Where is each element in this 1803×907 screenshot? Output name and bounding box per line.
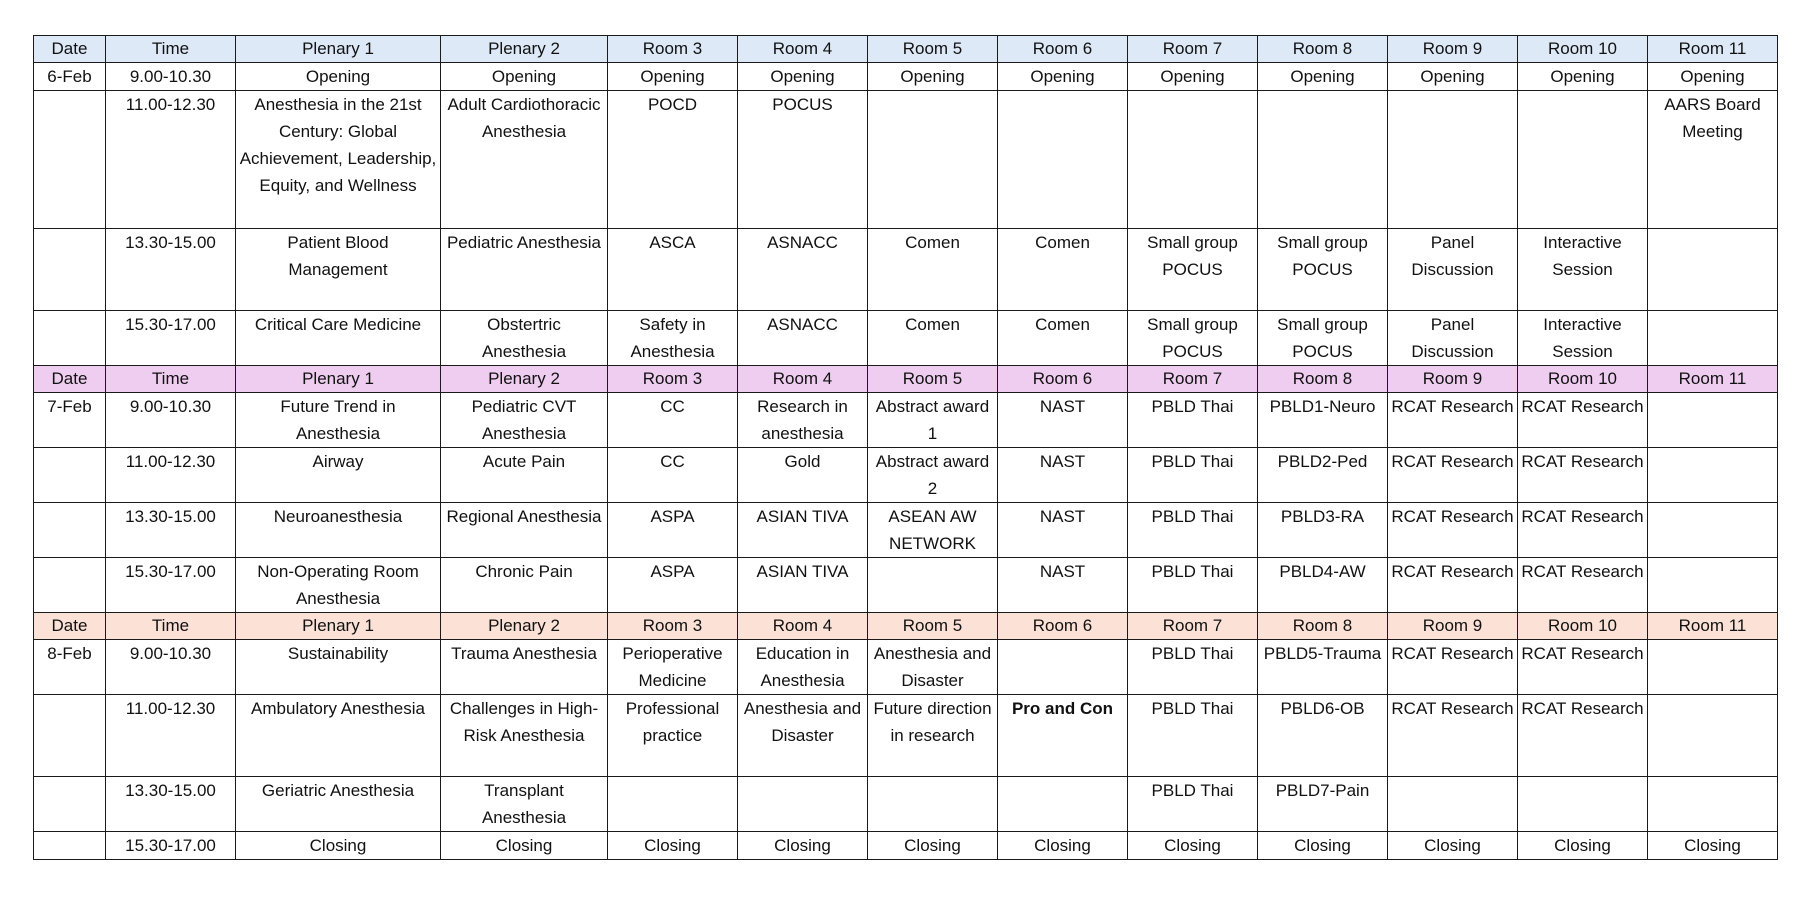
session-cell: Opening xyxy=(1388,63,1518,91)
session-cell xyxy=(738,777,868,832)
session-cell: Gold xyxy=(738,448,868,503)
session-cell: POCD xyxy=(608,91,738,229)
session-row xyxy=(34,832,1778,860)
session-cell: Closing xyxy=(608,832,738,860)
session-cell: Closing xyxy=(868,832,998,860)
date-cell: 6-Feb xyxy=(34,63,106,91)
session-cell: Closing xyxy=(1128,832,1258,860)
session-cell: RCAT Research xyxy=(1388,558,1518,613)
column-header: Room 6 xyxy=(998,613,1128,640)
session-cell: Opening xyxy=(236,63,441,91)
session-cell: Trauma Anesthesia xyxy=(441,640,608,695)
session-cell: Closing xyxy=(1518,832,1648,860)
session-cell: PBLD6-OB xyxy=(1258,695,1388,777)
session-cell: RCAT Research xyxy=(1518,558,1648,613)
session-cell: ASNACC xyxy=(738,229,868,311)
column-header: Plenary 1 xyxy=(236,36,441,63)
session-cell: PBLD4-AW xyxy=(1258,558,1388,613)
date-cell: 8-Feb xyxy=(34,640,106,695)
session-cell xyxy=(1518,777,1648,832)
session-cell: Pediatric Anesthesia xyxy=(441,229,608,311)
session-cell xyxy=(1258,91,1388,229)
column-header: Plenary 1 xyxy=(236,613,441,640)
session-cell: Comen xyxy=(998,229,1128,311)
column-header: Plenary 2 xyxy=(441,366,608,393)
session-cell: AARS Board Meeting xyxy=(1648,91,1778,229)
time-cell: 11.00-12.30 xyxy=(106,448,236,503)
session-cell: Small group POCUS xyxy=(1258,229,1388,311)
session-cell: Education in Anesthesia xyxy=(738,640,868,695)
session-cell: Interactive Session xyxy=(1518,229,1648,311)
date-cell xyxy=(34,448,106,503)
date-cell xyxy=(34,777,106,832)
session-cell: RCAT Research xyxy=(1518,503,1648,558)
column-header: Room 6 xyxy=(998,36,1128,63)
time-cell: 11.00-12.30 xyxy=(106,695,236,777)
header-row xyxy=(34,36,1778,63)
column-header: Time xyxy=(106,366,236,393)
session-cell xyxy=(1388,777,1518,832)
column-header: Plenary 2 xyxy=(441,36,608,63)
session-cell: NAST xyxy=(998,448,1128,503)
header-row xyxy=(34,613,1778,640)
column-header: Room 9 xyxy=(1388,366,1518,393)
column-header: Room 5 xyxy=(868,366,998,393)
session-cell: Sustainability xyxy=(236,640,441,695)
session-row xyxy=(34,393,1778,448)
session-cell: PBLD Thai xyxy=(1128,558,1258,613)
date-cell xyxy=(34,558,106,613)
session-cell: Airway xyxy=(236,448,441,503)
session-cell: RCAT Research xyxy=(1518,393,1648,448)
session-cell: Anesthesia and Disaster xyxy=(738,695,868,777)
conference-schedule-table xyxy=(33,35,1778,860)
session-cell xyxy=(1128,91,1258,229)
session-row xyxy=(34,558,1778,613)
session-cell: Acute Pain xyxy=(441,448,608,503)
session-cell: Abstract award 1 xyxy=(868,393,998,448)
session-row xyxy=(34,503,1778,558)
session-cell: Non-Operating Room Anesthesia xyxy=(236,558,441,613)
time-cell: 11.00-12.30 xyxy=(106,91,236,229)
session-cell: NAST xyxy=(998,393,1128,448)
session-cell: RCAT Research xyxy=(1388,393,1518,448)
session-cell: RCAT Research xyxy=(1518,695,1648,777)
session-cell: Regional Anesthesia xyxy=(441,503,608,558)
session-cell: ASIAN TIVA xyxy=(738,503,868,558)
session-cell: Opening xyxy=(1648,63,1778,91)
session-cell xyxy=(998,91,1128,229)
session-cell xyxy=(1648,777,1778,832)
column-header: Room 10 xyxy=(1518,36,1648,63)
session-cell: Closing xyxy=(998,832,1128,860)
session-cell xyxy=(1648,448,1778,503)
session-cell: Transplant Anesthesia xyxy=(441,777,608,832)
session-cell: Future Trend in Anesthesia xyxy=(236,393,441,448)
session-cell: Panel Discussion xyxy=(1388,229,1518,311)
session-cell: RCAT Research xyxy=(1388,640,1518,695)
session-cell xyxy=(1648,503,1778,558)
session-cell: Research in anesthesia xyxy=(738,393,868,448)
session-cell: Closing xyxy=(1648,832,1778,860)
session-cell: Small group POCUS xyxy=(1128,229,1258,311)
date-cell xyxy=(34,503,106,558)
time-cell: 9.00-10.30 xyxy=(106,393,236,448)
column-header: Room 8 xyxy=(1258,613,1388,640)
session-cell: PBLD7-Pain xyxy=(1258,777,1388,832)
session-cell: Ambulatory Anesthesia xyxy=(236,695,441,777)
header-row xyxy=(34,366,1778,393)
session-cell: Pediatric CVT Anesthesia xyxy=(441,393,608,448)
time-cell: 15.30-17.00 xyxy=(106,311,236,366)
session-cell: Future direction in research xyxy=(868,695,998,777)
session-cell: Opening xyxy=(1258,63,1388,91)
session-cell: ASPA xyxy=(608,558,738,613)
column-header: Room 9 xyxy=(1388,36,1518,63)
column-header: Room 4 xyxy=(738,366,868,393)
schedule-sheet xyxy=(33,35,1778,860)
session-cell: PBLD1-Neuro xyxy=(1258,393,1388,448)
session-cell: Closing xyxy=(236,832,441,860)
session-cell: Opening xyxy=(441,63,608,91)
session-cell: PBLD Thai xyxy=(1128,503,1258,558)
session-cell: NAST xyxy=(998,503,1128,558)
session-cell: Opening xyxy=(738,63,868,91)
session-row xyxy=(34,695,1778,777)
time-cell: 9.00-10.30 xyxy=(106,63,236,91)
session-cell: Opening xyxy=(1128,63,1258,91)
session-row xyxy=(34,63,1778,91)
column-header: Date xyxy=(34,613,106,640)
date-cell xyxy=(34,91,106,229)
session-cell: PBLD2-Ped xyxy=(1258,448,1388,503)
column-header: Plenary 1 xyxy=(236,366,441,393)
session-cell: RCAT Research xyxy=(1388,695,1518,777)
session-cell: Panel Discussion xyxy=(1388,311,1518,366)
session-cell xyxy=(1648,393,1778,448)
column-header: Room 6 xyxy=(998,366,1128,393)
date-cell xyxy=(34,832,106,860)
session-cell xyxy=(868,91,998,229)
session-row xyxy=(34,777,1778,832)
session-cell: RCAT Research xyxy=(1518,640,1648,695)
session-row xyxy=(34,311,1778,366)
session-cell: Anesthesia and Disaster xyxy=(868,640,998,695)
session-cell: CC xyxy=(608,448,738,503)
column-header: Room 5 xyxy=(868,36,998,63)
time-cell: 15.30-17.00 xyxy=(106,832,236,860)
column-header: Room 7 xyxy=(1128,613,1258,640)
session-cell: RCAT Research xyxy=(1388,503,1518,558)
session-cell: Opening xyxy=(998,63,1128,91)
session-cell: Closing xyxy=(1388,832,1518,860)
session-cell: Comen xyxy=(998,311,1128,366)
session-cell: Closing xyxy=(738,832,868,860)
session-cell: Adult Cardiothoracic Anesthesia xyxy=(441,91,608,229)
session-cell: ASNACC xyxy=(738,311,868,366)
date-cell xyxy=(34,229,106,311)
session-cell: Anesthesia in the 21st Century: Global Achievement, Leadership, Equity, and Wellness xyxy=(236,91,441,229)
session-cell: Neuroanesthesia xyxy=(236,503,441,558)
column-header: Room 8 xyxy=(1258,366,1388,393)
column-header: Time xyxy=(106,613,236,640)
session-cell xyxy=(868,558,998,613)
session-cell xyxy=(868,777,998,832)
session-cell: Critical Care Medicine xyxy=(236,311,441,366)
date-cell: 7-Feb xyxy=(34,393,106,448)
session-cell xyxy=(1388,91,1518,229)
session-cell: ASIAN TIVA xyxy=(738,558,868,613)
column-header: Room 5 xyxy=(868,613,998,640)
session-cell: Small group POCUS xyxy=(1258,311,1388,366)
session-row xyxy=(34,640,1778,695)
date-cell xyxy=(34,311,106,366)
session-cell: PBLD Thai xyxy=(1128,448,1258,503)
session-cell: PBLD Thai xyxy=(1128,640,1258,695)
session-cell: RCAT Research xyxy=(1388,448,1518,503)
session-cell xyxy=(998,640,1128,695)
session-cell: Small group POCUS xyxy=(1128,311,1258,366)
session-cell: ASCA xyxy=(608,229,738,311)
session-cell: Chronic Pain xyxy=(441,558,608,613)
column-header: Time xyxy=(106,36,236,63)
column-header: Room 3 xyxy=(608,366,738,393)
time-cell: 9.00-10.30 xyxy=(106,640,236,695)
session-cell: POCUS xyxy=(738,91,868,229)
session-cell: Professional practice xyxy=(608,695,738,777)
time-cell: 13.30-15.00 xyxy=(106,777,236,832)
column-header: Room 4 xyxy=(738,36,868,63)
column-header: Room 11 xyxy=(1648,366,1778,393)
time-cell: 15.30-17.00 xyxy=(106,558,236,613)
time-cell: 13.30-15.00 xyxy=(106,229,236,311)
session-cell: Interactive Session xyxy=(1518,311,1648,366)
column-header: Date xyxy=(34,36,106,63)
session-cell xyxy=(1648,558,1778,613)
session-cell xyxy=(1518,91,1648,229)
column-header: Room 4 xyxy=(738,613,868,640)
session-cell: Opening xyxy=(608,63,738,91)
session-cell: PBLD3-RA xyxy=(1258,503,1388,558)
column-header: Room 11 xyxy=(1648,36,1778,63)
session-cell: Safety in Anesthesia xyxy=(608,311,738,366)
session-cell: Opening xyxy=(868,63,998,91)
session-cell: NAST xyxy=(998,558,1128,613)
session-row xyxy=(34,91,1778,229)
column-header: Room 3 xyxy=(608,36,738,63)
session-cell: Comen xyxy=(868,311,998,366)
column-header: Date xyxy=(34,366,106,393)
session-cell: PBLD Thai xyxy=(1128,777,1258,832)
session-cell: Closing xyxy=(1258,832,1388,860)
session-cell: Obstertric Anesthesia xyxy=(441,311,608,366)
session-row xyxy=(34,448,1778,503)
column-header: Room 7 xyxy=(1128,366,1258,393)
session-cell xyxy=(1648,640,1778,695)
session-row xyxy=(34,229,1778,311)
session-cell: PBLD Thai xyxy=(1128,695,1258,777)
session-cell: Challenges in High-Risk Anesthesia xyxy=(441,695,608,777)
session-cell: RCAT Research xyxy=(1518,448,1648,503)
session-cell: Geriatric Anesthesia xyxy=(236,777,441,832)
column-header: Room 11 xyxy=(1648,613,1778,640)
session-cell: ASEAN AW NETWORK xyxy=(868,503,998,558)
session-cell: PBLD Thai xyxy=(1128,393,1258,448)
session-cell: ASPA xyxy=(608,503,738,558)
session-cell: Patient Blood Management xyxy=(236,229,441,311)
session-cell: Opening xyxy=(1518,63,1648,91)
column-header: Room 10 xyxy=(1518,366,1648,393)
session-cell xyxy=(608,777,738,832)
session-cell: CC xyxy=(608,393,738,448)
column-header: Room 8 xyxy=(1258,36,1388,63)
column-header: Plenary 2 xyxy=(441,613,608,640)
session-cell: Pro and Con xyxy=(998,695,1128,777)
column-header: Room 9 xyxy=(1388,613,1518,640)
column-header: Room 3 xyxy=(608,613,738,640)
session-cell xyxy=(1648,229,1778,311)
session-cell: Perioperative Medicine xyxy=(608,640,738,695)
session-cell: PBLD5-Trauma xyxy=(1258,640,1388,695)
session-cell: Closing xyxy=(441,832,608,860)
time-cell: 13.30-15.00 xyxy=(106,503,236,558)
session-cell: Abstract award 2 xyxy=(868,448,998,503)
session-cell xyxy=(1648,311,1778,366)
session-cell xyxy=(998,777,1128,832)
column-header: Room 10 xyxy=(1518,613,1648,640)
column-header: Room 7 xyxy=(1128,36,1258,63)
date-cell xyxy=(34,695,106,777)
session-cell xyxy=(1648,695,1778,777)
session-cell: Comen xyxy=(868,229,998,311)
